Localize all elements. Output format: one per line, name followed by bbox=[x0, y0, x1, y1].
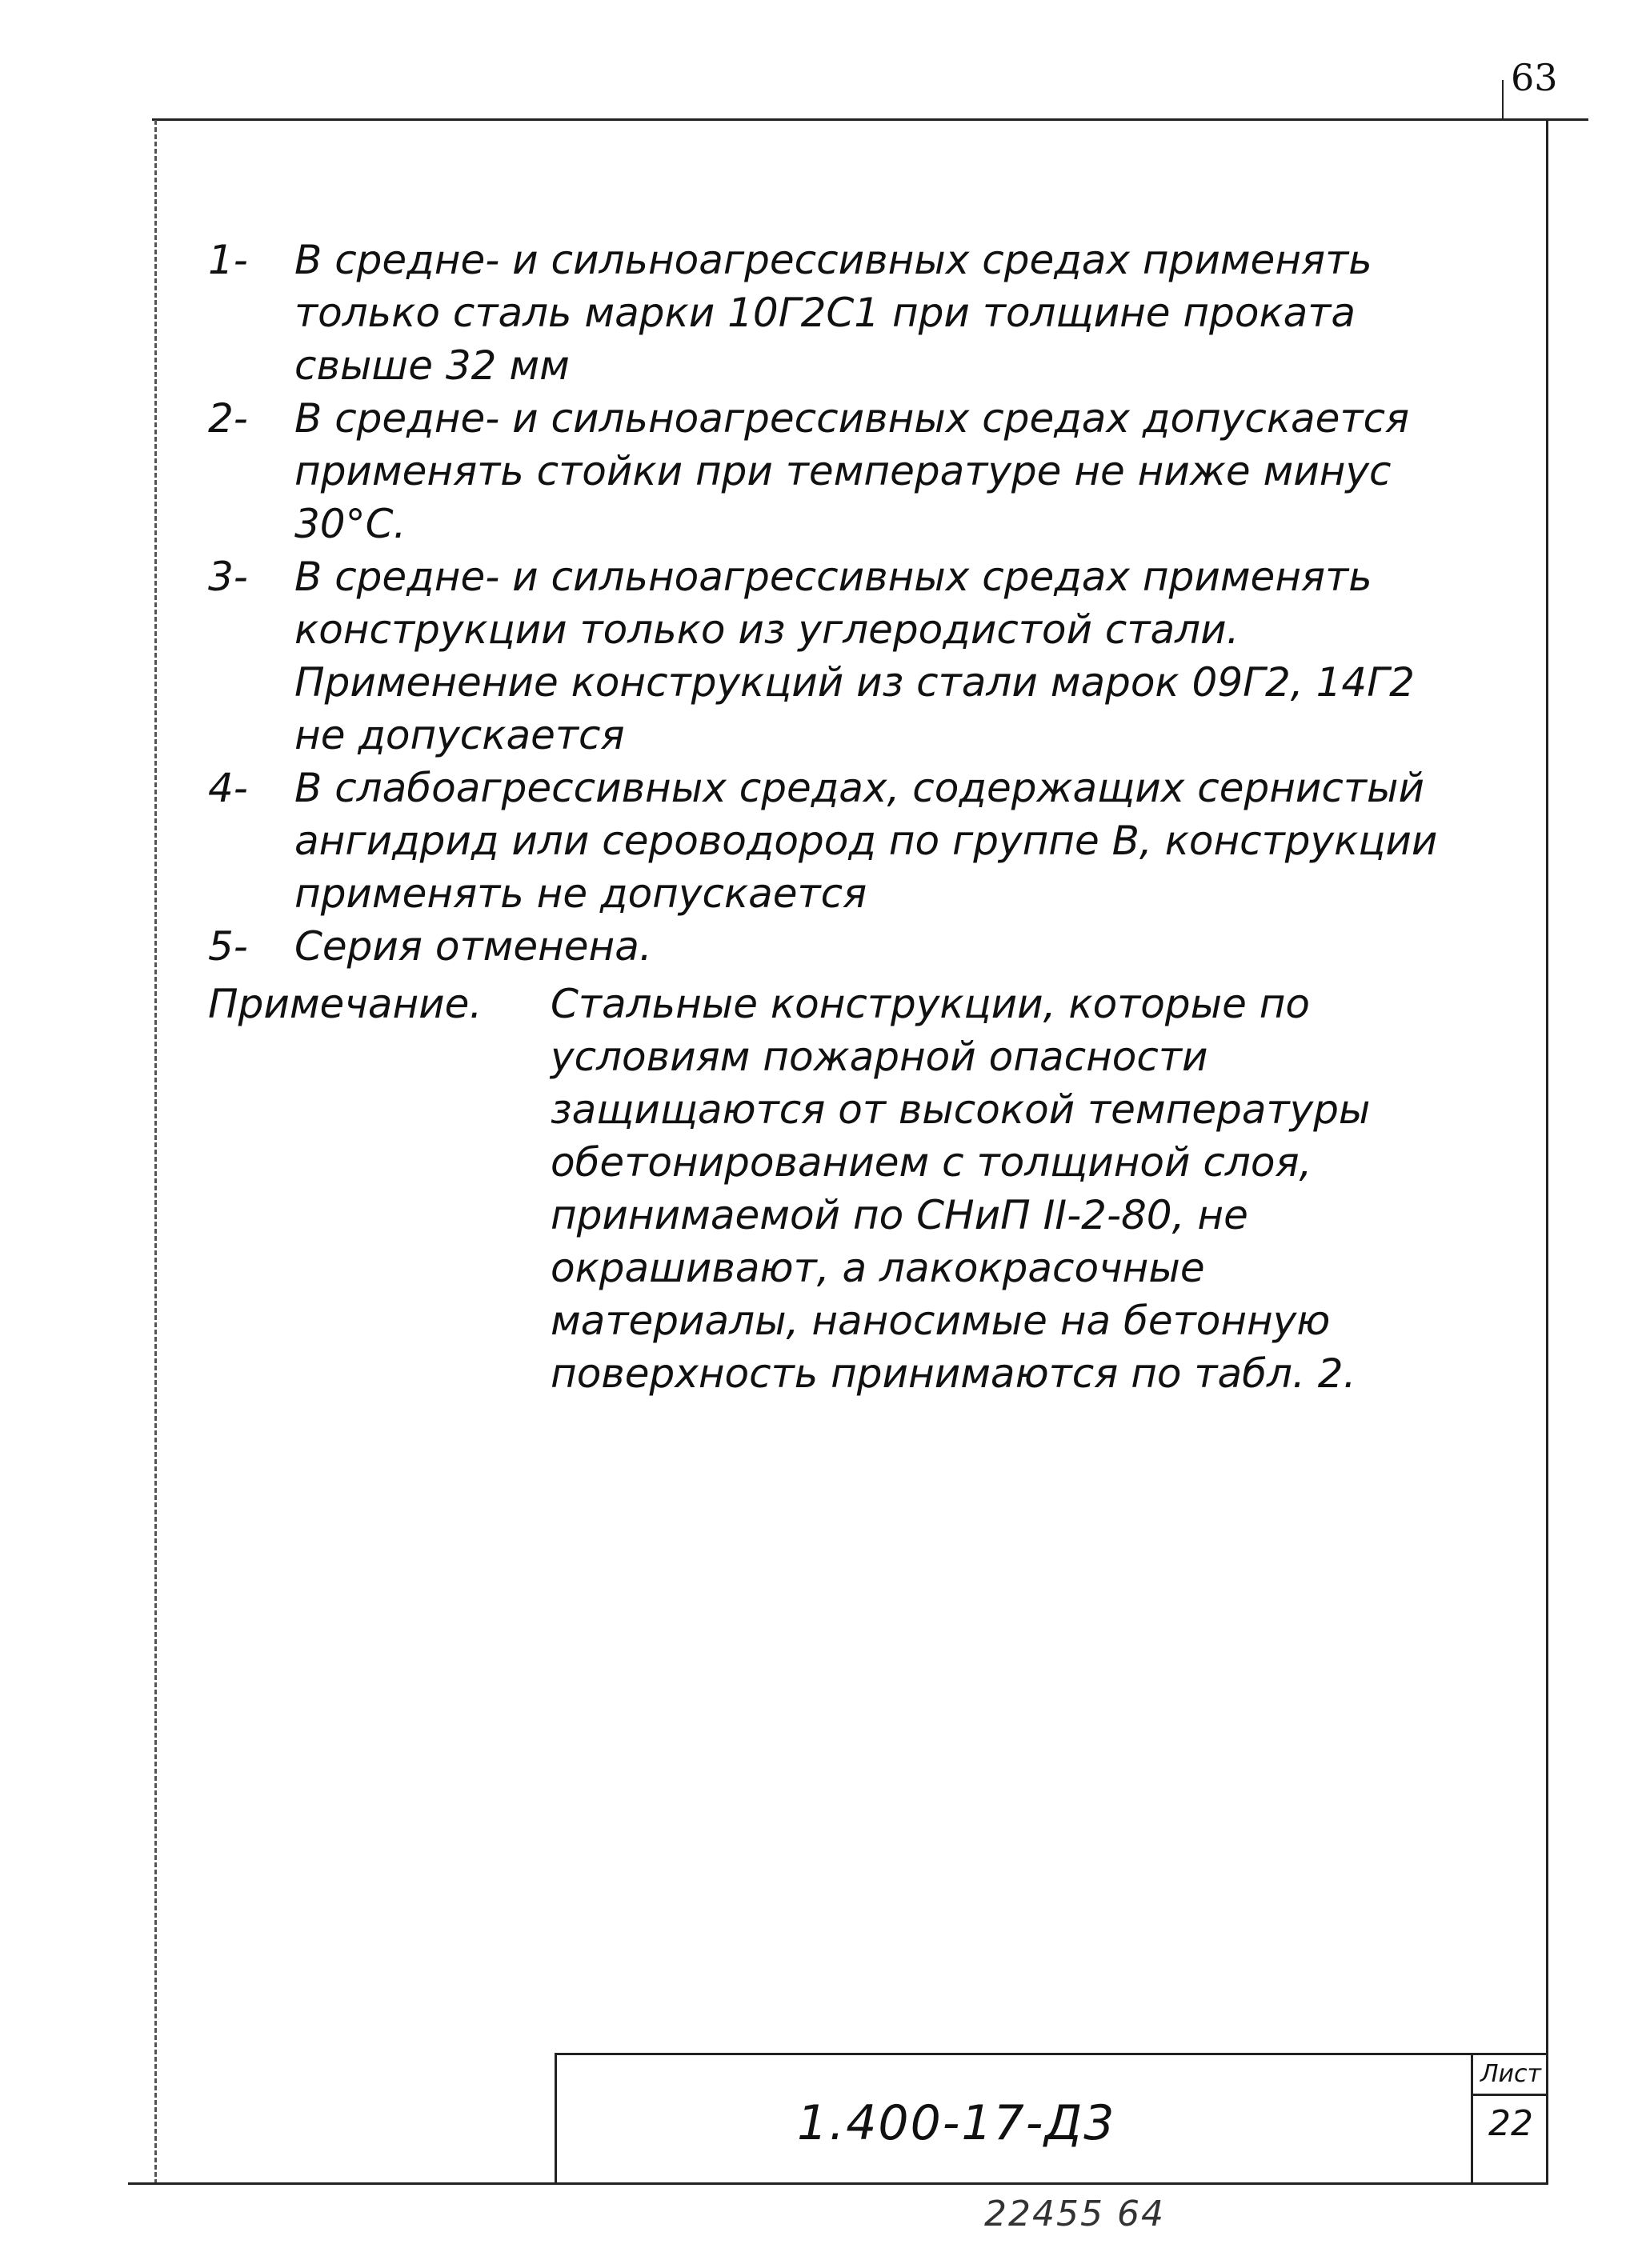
remark bbox=[208, 978, 1456, 1400]
document-code: 1.400-17-Д3 bbox=[797, 2095, 1116, 2151]
frame-left-border bbox=[154, 120, 157, 2184]
notes-list bbox=[208, 234, 1456, 1400]
page-number: 63 bbox=[1511, 56, 1558, 99]
frame-right-border bbox=[1546, 120, 1548, 2184]
title-block bbox=[555, 2053, 1546, 2182]
note-text: Серия отменена. bbox=[294, 923, 652, 970]
note-text: В средне- и сильноагрессивных средах допускается применять стойки при температуре не ниже минус 30°С. bbox=[294, 395, 1410, 547]
note-number: 3- bbox=[208, 554, 248, 600]
note-text: В средне- и сильноагрессивных средах применять конструкции только из углеродистой стали. Применение конструкций из стали марок 09Г2, 14Г2 не допускается bbox=[294, 554, 1415, 758]
note-number: 4- bbox=[208, 765, 248, 811]
note-item bbox=[208, 762, 1456, 920]
frame-bottom-border bbox=[128, 2182, 1548, 2185]
remark-label: Примечание. bbox=[208, 981, 483, 1027]
sheet-label: Лист bbox=[1473, 2055, 1548, 2096]
frame-tick bbox=[1502, 80, 1504, 118]
note-number: 1- bbox=[208, 237, 248, 283]
note-item bbox=[208, 234, 1456, 392]
note-item bbox=[208, 392, 1456, 550]
note-number: 2- bbox=[208, 395, 248, 442]
note-text: В средне- и сильноагрессивных средах применять только сталь марки 10Г2С1 при толщине проката свыше 32 мм bbox=[294, 237, 1372, 389]
note-text: В слабоагрессивных средах, содержащих сернистый ангидрид или сероводород по группе В, конструкции применять не допускается bbox=[294, 765, 1438, 917]
archive-number: 22455 64 bbox=[984, 2194, 1165, 2234]
sheet-number: 22 bbox=[1488, 2103, 1533, 2144]
note-item bbox=[208, 550, 1456, 762]
note-item bbox=[208, 920, 1456, 973]
sheet-cell bbox=[1471, 2055, 1548, 2182]
note-number: 5- bbox=[208, 923, 248, 970]
remark-text: Стальные конструкции, которые по условиям пожарной опасности защищаются от высокой температуры обетонированием с толщиной слоя, принимаемой по СНиП II-2-80, не окрашивают, а лакокрасочные материалы, наносимые на бетонную поверхность принимаются по табл. 2. bbox=[551, 981, 1371, 1397]
frame-top-border bbox=[152, 118, 1588, 121]
